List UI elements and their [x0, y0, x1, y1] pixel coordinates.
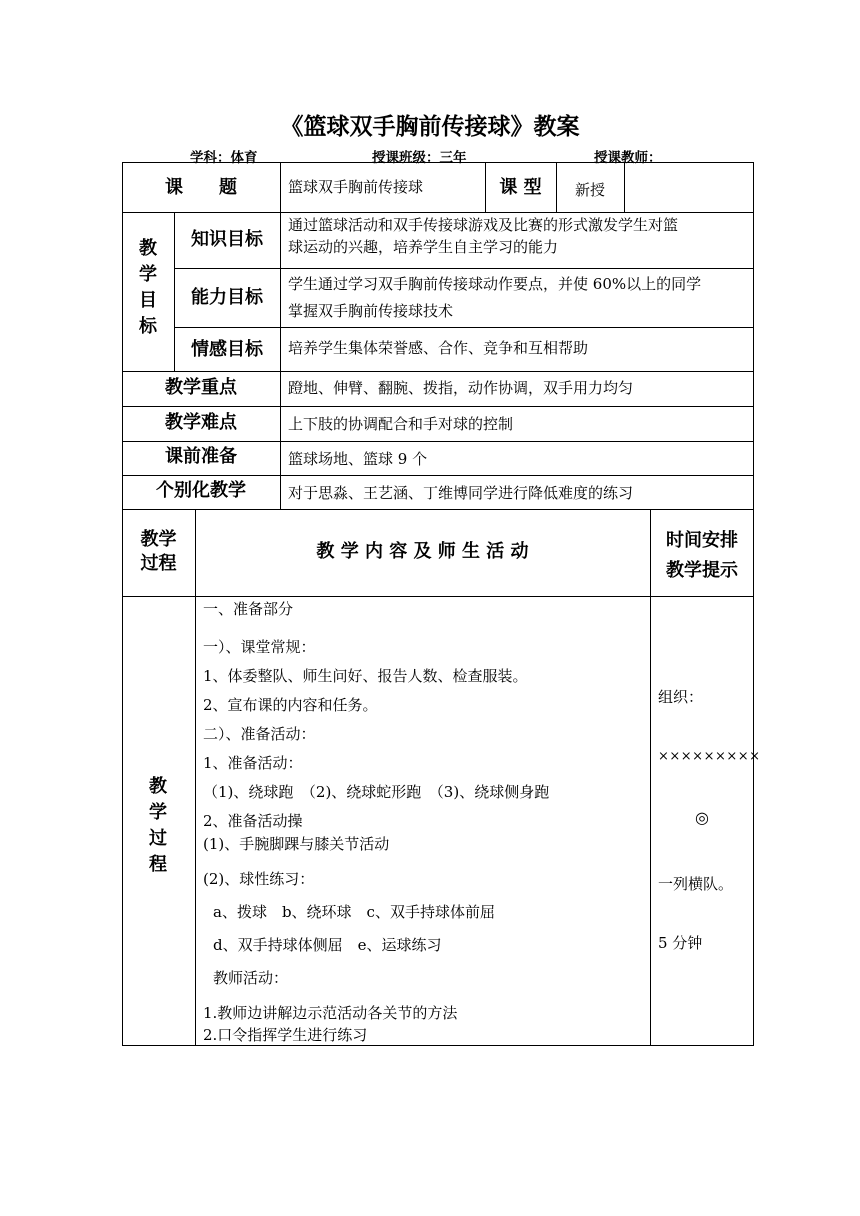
objectives-label: 教 学 目 标 [139, 238, 157, 337]
content-line: d、双手持球体侧屈 e、运球练习 [213, 936, 442, 954]
content-line: 一、准备部分 [203, 600, 294, 618]
content-line: (1)、手腕脚踝与膝关节活动 [203, 835, 390, 853]
content-line: 1.教师边讲解边示范活动各关节的方法 [203, 1004, 458, 1022]
organization-label: 组织： [658, 688, 704, 706]
process-header-content: 教 学 内 容 及 师 生 活 动 [316, 541, 529, 562]
process-header-col1: 教学 过程 [140, 529, 177, 574]
content-line: 2、宣布课的内容和任务。 [203, 696, 378, 714]
prep-label: 课前准备 [165, 446, 237, 467]
row-divider [122, 441, 754, 442]
row-divider [122, 596, 754, 597]
focus-label: 教学重点 [165, 377, 237, 398]
formation-description: 一列横队。 [658, 875, 734, 893]
content-line: 一）、课堂常规： [203, 638, 316, 656]
class-label: 授课班级：三年 [372, 150, 467, 166]
knowledge-objective-line1: 通过篮球活动和双手传接球游戏及比赛的形式激发学生对篮 [288, 216, 679, 234]
row-divider [122, 406, 754, 407]
ability-objective-line2: 掌握双手胸前传接球技术 [288, 302, 454, 320]
content-line: 1、体委整队、师生问好、报告人数、检查服装。 [203, 667, 528, 685]
duration-text: 5 分钟 [658, 934, 703, 952]
row-divider [122, 212, 754, 213]
difficulty-text: 上下肢的协调配合和手对球的控制 [288, 415, 514, 433]
process-side-label: 教 学 过 程 [149, 776, 167, 875]
emotion-objective-text: 培养学生集体荣誉感、合作、竞争和互相帮助 [288, 339, 589, 357]
row-divider [122, 475, 754, 476]
row-divider [122, 371, 754, 372]
col-divider [650, 509, 651, 1046]
content-line: 教师活动： [213, 969, 289, 987]
content-line: 二）、准备活动： [203, 725, 316, 743]
knowledge-objective-line2: 球运动的兴趣，培养学生自主学习的能力 [288, 238, 559, 256]
content-line: 2.口令指挥学生进行练习 [203, 1026, 368, 1044]
topic-value: 篮球双手胸前传接球 [288, 178, 424, 196]
content-line: (2)、球性练习： [203, 870, 315, 888]
process-header-time-notes: 时间安排 教学提示 [666, 530, 738, 581]
knowledge-objective-label: 知识目标 [191, 229, 263, 250]
subject-label: 学科：体育 [190, 150, 258, 166]
content-line: （1)、绕球跑 （2)、绕球蛇形跑 （3)、绕球侧身跑 [203, 783, 550, 801]
content-line: 2、准备活动操 [203, 812, 303, 830]
individualized-label: 个别化教学 [156, 480, 246, 501]
formation-row: ××××××××× [658, 749, 761, 764]
prep-text: 篮球场地、篮球 9 个 [288, 450, 428, 468]
individualized-text: 对于思淼、王艺涵、丁维博同学进行降低难度的练习 [288, 484, 634, 502]
col-divider [195, 509, 196, 1046]
content-line: a、拨球 b、绕环球 c、双手持球体前屈 [213, 903, 495, 921]
col-divider [556, 162, 557, 212]
type-value: 新授 [575, 181, 606, 199]
topic-label: 课 题 [165, 177, 237, 198]
teacher-label: 授课教师： [594, 150, 662, 166]
row-divider [174, 268, 754, 269]
ability-objective-line1: 学生通过学习双手胸前传接球动作要点，并使 60%以上的同学 [288, 275, 702, 293]
difficulty-label: 教学难点 [165, 412, 237, 433]
row-divider [174, 327, 754, 328]
col-divider [624, 162, 625, 212]
ability-objective-label: 能力目标 [191, 287, 263, 308]
focus-text: 蹬地、伸臂、翻腕、拨指，动作协调，双手用力均匀 [288, 379, 634, 397]
content-line: 1、准备活动： [203, 754, 303, 772]
type-label: 课 型 [499, 177, 542, 198]
process-table [122, 509, 754, 1046]
col-divider [280, 162, 281, 510]
document-title: 《篮球双手胸前传接球》教案 [280, 114, 580, 140]
emotion-objective-label: 情感目标 [191, 339, 263, 360]
teacher-position-mark: ◎ [695, 808, 709, 827]
